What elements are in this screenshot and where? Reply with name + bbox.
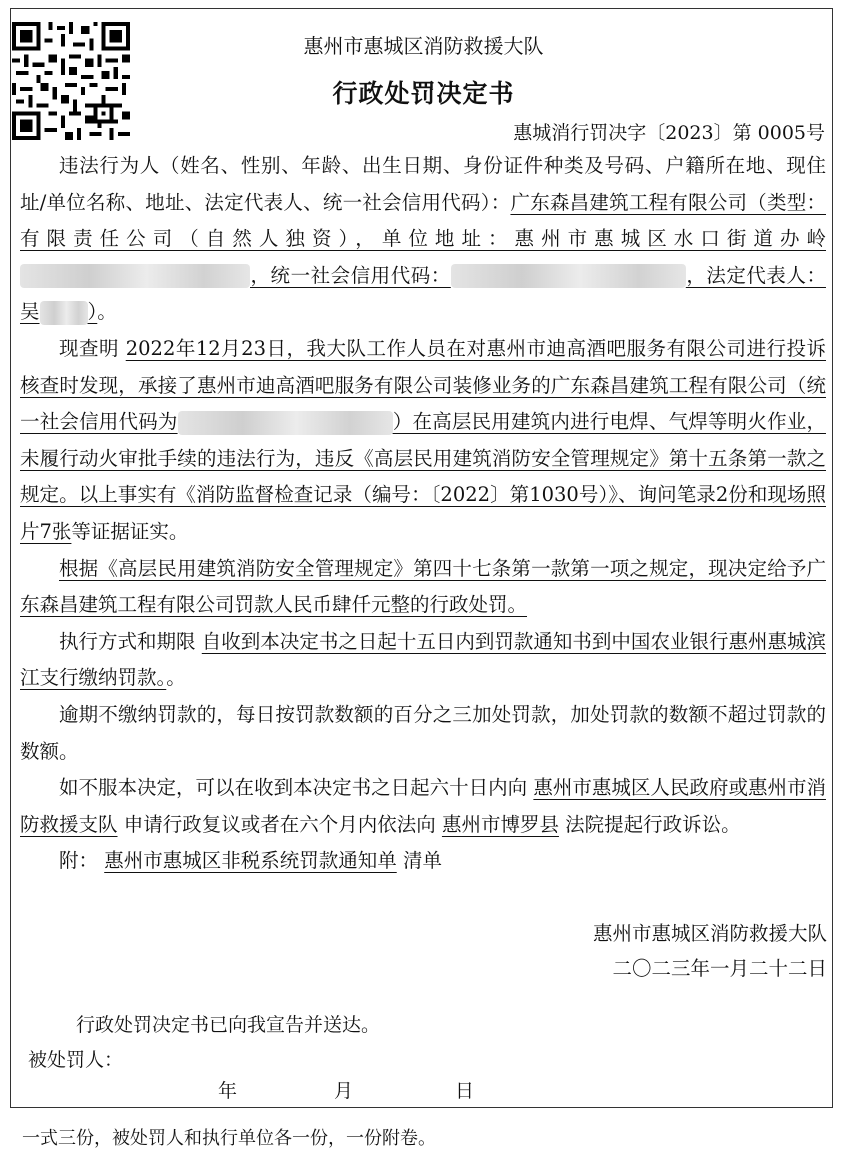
appeal-paragraph (20, 770, 826, 843)
appeal-mid: 申请行政复议或者在六个月内依法向 (123, 812, 436, 836)
attachment-item: 惠州市惠城区非税系统罚款通知单 (104, 849, 397, 873)
appeal-end: 法院提起行政诉讼。 (565, 812, 741, 836)
execution-end: 。 (166, 666, 186, 690)
payer-label: 被处罚人： (28, 1049, 124, 1071)
signature-organization: 惠州市惠城区消防救援大队 (592, 922, 827, 945)
signature-date: 二〇二三年一月二十二日 (612, 957, 827, 980)
facts-paragraph (20, 331, 826, 551)
issuing-organization: 惠州市惠城区消防救援大队 (303, 34, 544, 58)
ack-month: 月 (334, 1080, 354, 1102)
legal-rep-label: ，法定代表人：吴 (20, 263, 826, 324)
decision-text: 根据《高层民用建筑消防安全管理规定》第四十七条第一款第一项之规定，现决定给予广东森昌建筑工程有限公司罚款人民币肆仟元整的行政处罚。 (20, 556, 826, 617)
redacted-legal-rep (40, 301, 88, 325)
offender-lead: 违法行为人（姓名、性别、年龄、出生日期、身份证件种类及号码、户籍所在地、现住址/单位名称、地址、法定代表人、统一社会信用代码）： (20, 154, 826, 214)
offender-paragraph: 违法行为人（姓名、性别、年龄、出生日期、身份证件种类及号码、户籍所在地、现住址/单位名称、地址、法定代表人、统一社会信用代码）：广东森昌建筑工程有限公司（类型：有限责任公司（自然人独资），单位地址：惠州市惠城区水口街道办岭，统一社会信用代码： ，法定代表人：吴 ）。 (20, 154, 826, 324)
credit-code-label: ，统一社会信用代码： (250, 263, 451, 287)
attachment-line (20, 843, 826, 880)
document-body (20, 148, 826, 880)
appeal-court: 惠州市博罗县 (441, 812, 559, 836)
offender-end: 。 (97, 300, 117, 324)
redacted-credit-code (451, 264, 686, 288)
facts-lead: 现查明 (59, 336, 120, 360)
redacted-credit-code-2 (178, 411, 393, 435)
document-number: 惠城消行罚决字〔2023〕第 0005号 (513, 122, 825, 144)
appeal-lead: 如不服本决定，可以在收到本决定书之日起六十日内向 (59, 776, 528, 800)
attachment-label: 附： (59, 849, 99, 873)
execution-paragraph (20, 624, 826, 697)
facts-end: 等证据证实。 (71, 519, 189, 543)
acknowledgement-text: 行政处罚决定书已向我宣告并送达。 (76, 1014, 381, 1036)
appeal-government: 惠州市惠城区人民政府或惠州市消防救援支队 (20, 776, 826, 836)
execution-lead: 执行方式和期限 (59, 629, 196, 653)
facts-text-1: 2022年12月23日，我大队工作人员在对惠州市迪高酒吧服务有限公司进行投诉核查时发现，承接了惠州市迪高酒吧服务有限公司装修业务的广东森昌建筑工程有限公司（统一社会信用代码为 (20, 336, 826, 434)
attachment-suffix: 清单 (402, 849, 442, 873)
document-title: 行政处罚决定书 (332, 79, 515, 108)
execution-text: 自收到本决定书之日起十五日内到罚款通知书到中国农业银行惠州惠城滨江支行缴纳罚款。 (20, 629, 826, 690)
decision-paragraph (20, 551, 826, 624)
offender-info: 广东森昌建筑工程有限公司（类型：有限责任公司（自然人独资），单位地址：惠州市惠城区水口街道办岭 (20, 190, 826, 251)
footer-note: 一式三份，被处罚人和执行单位各一份，一份附卷。 (22, 1128, 436, 1149)
ack-year: 年 (218, 1080, 238, 1102)
facts-text-2: ）在高层民用建筑内进行电焊、气焊等明火作业，未履行动火审批手续的违法行为，违反《高层民用建筑消防安全管理规定》第十五条第一款之规定。以上事实有《消防监督检查记录（编号：〔2022〕第1030号）》、询问笔录2份和现场照片7张 (20, 410, 826, 543)
ack-day: 日 (455, 1080, 475, 1102)
overdue-paragraph: 逾期不缴纳罚款的，每日按罚款数额的百分之三加处罚款，加处罚款的数额不超过罚款的数额。 (20, 702, 826, 763)
redacted-address (20, 264, 250, 288)
